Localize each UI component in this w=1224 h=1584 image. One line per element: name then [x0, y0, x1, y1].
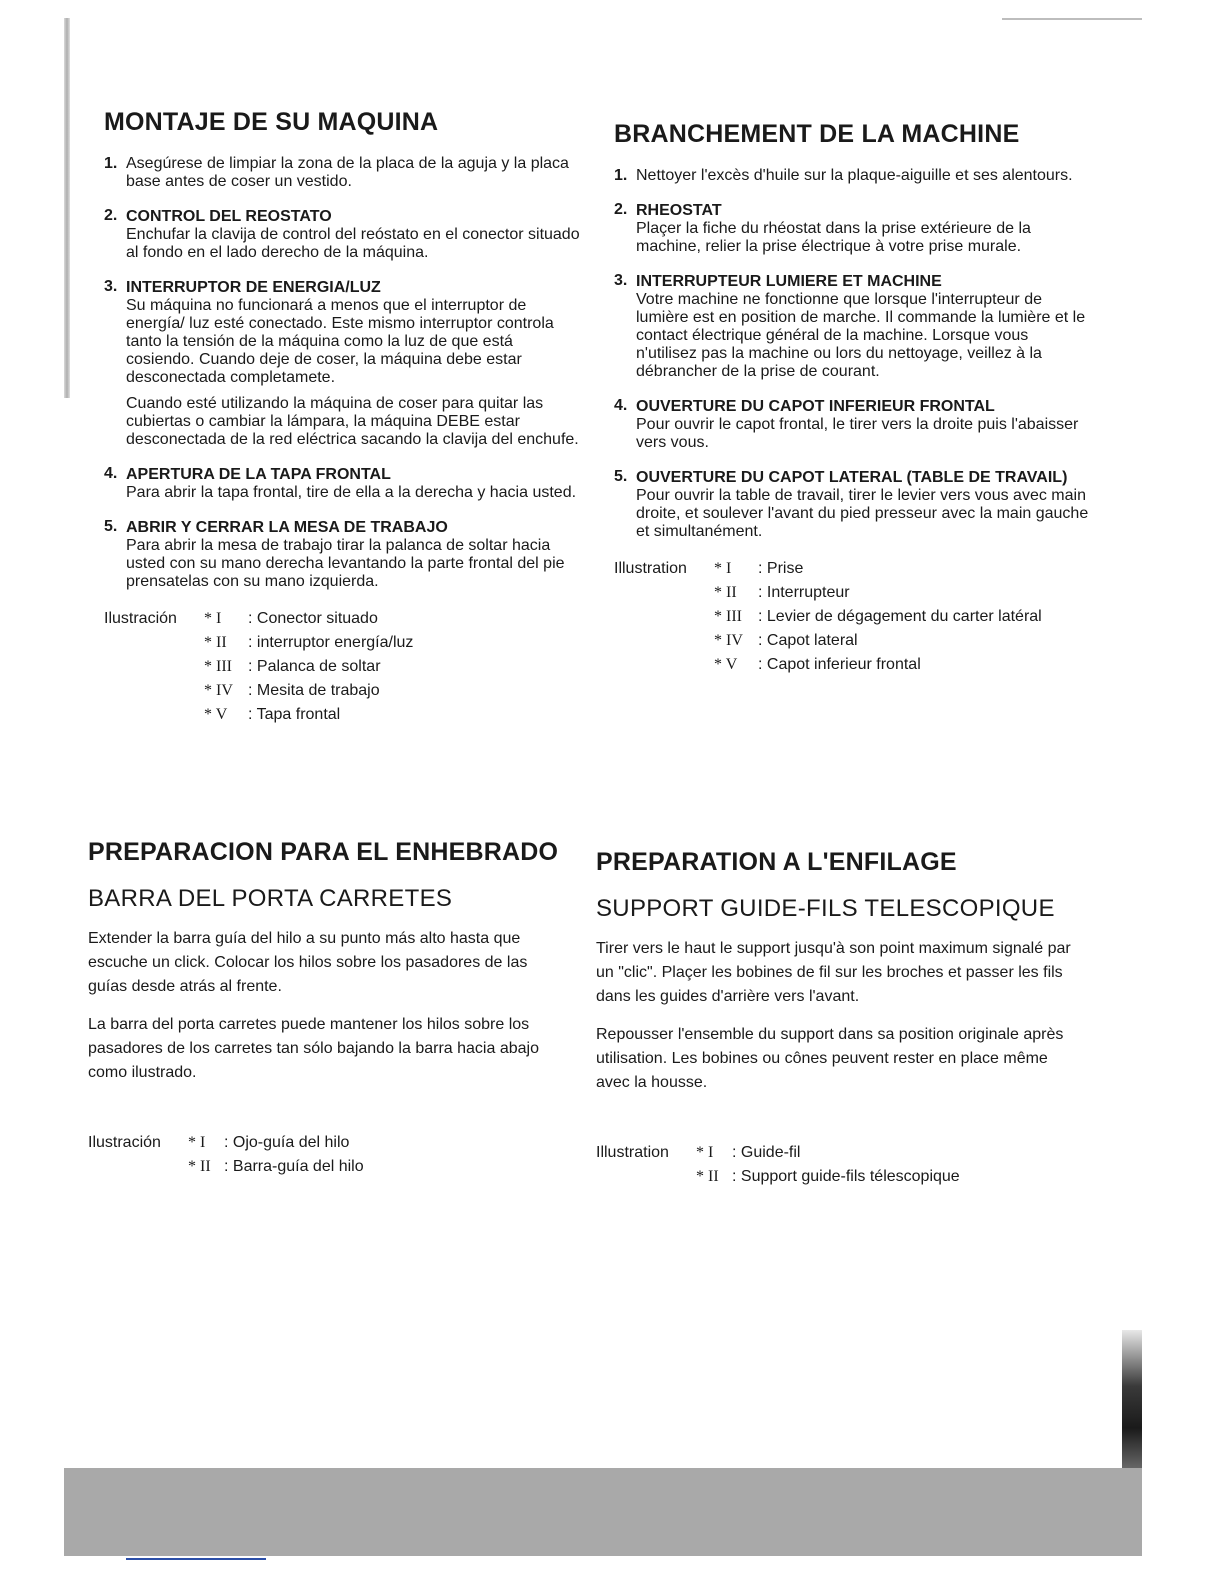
legend-entry [714, 605, 1042, 629]
item-number: 5. [104, 518, 118, 535]
item-number: 2. [104, 207, 118, 224]
item-title: INTERRUPTEUR LUMIERE ET MACHINE [636, 273, 942, 290]
legend-entry [204, 631, 413, 655]
item-title: RHEOSTAT [636, 202, 722, 219]
item-number: 4. [104, 465, 118, 482]
legend-key: * II [204, 634, 227, 651]
legend-entry [714, 557, 1042, 581]
legend-entry [714, 581, 1042, 605]
item-text: Para abrir la tapa frontal, tire de ella a la derecha y hacia usted. [126, 484, 577, 501]
item-text: Enchufar la clavija de control del reóstato en el conector situado al fondo en el lado derecho de la máquina. [126, 226, 580, 261]
legend-text: : Conector situado [248, 610, 378, 627]
legend-entry [204, 607, 413, 631]
legend-text: : Interrupteur [758, 584, 850, 601]
item-text: Para abrir la mesa de trabajo tirar la palanca de soltar hacia usted con su mano derecha levantando la parte frontal del pie prensatelas con su mano izquierda. [126, 537, 565, 590]
legend-entry [204, 679, 413, 703]
list-item [614, 468, 1092, 541]
illustration-legend [88, 1131, 564, 1179]
illustration-label: Illustration [614, 560, 687, 577]
legend-key: * IV [714, 632, 743, 649]
legend-text: : Mesita de trabajo [248, 682, 380, 699]
list-item [614, 272, 1092, 381]
section-title: BRANCHEMENT DE LA MACHINE [614, 120, 1020, 148]
section-title: PREPARACION PARA EL ENHEBRADO [88, 838, 559, 866]
section-title: MONTAJE DE SU MAQUINA [104, 108, 439, 136]
item-text-warning: Cuando esté utilizando la máquina de coser para quitar las cubiertas o cambiar la lámpara, la máquina DEBE estar desconectada de la red eléctrica sacando la clavija del enchufe. [126, 395, 579, 448]
legend-text: : Palanca de soltar [248, 658, 381, 675]
item-title: APERTURA DE LA TAPA FRONTAL [126, 466, 391, 483]
legend-text: : Support guide-fils télescopique [732, 1168, 960, 1185]
paragraph: Tirer vers le haut le support jusqu'à son point maximum signalé par un "clic". Plaçer les bobines de fil sur les broches et passer les fils dans les guides d'arrière vers l'avant. [596, 940, 1071, 1005]
item-title: INTERRUPTOR DE ENERGIA/LUZ [126, 279, 381, 296]
legend-text: : Ojo-guía del hilo [224, 1134, 350, 1151]
item-number: 3. [614, 272, 628, 289]
scan-edge-top [1002, 18, 1142, 20]
item-number: 5. [614, 468, 628, 485]
legend-entry [188, 1131, 364, 1155]
item-title: CONTROL DEL REOSTATO [126, 208, 332, 225]
section-subtitle: BARRA DEL PORTA CARRETES [88, 885, 453, 912]
item-text: Asegúrese de limpiar la zona de la placa de la aguja y la placa base antes de coser un vestido. [126, 155, 569, 190]
legend-key: * I [188, 1134, 206, 1151]
french-threading-section [596, 848, 1074, 1189]
illustration-label: Ilustración [104, 610, 177, 627]
section-subtitle: SUPPORT GUIDE-FILS TELESCOPIQUE [596, 895, 1055, 922]
list-item [104, 518, 580, 591]
paragraph: Repousser l'ensemble du support dans sa position originale après utilisation. Les bobines ou cônes peuvent rester en place même avec la housse. [596, 1026, 1064, 1091]
legend-key: * III [714, 608, 742, 625]
list-item [614, 397, 1092, 452]
legend-key: * V [714, 656, 738, 673]
legend-text: : Prise [758, 560, 804, 577]
legend-entry [696, 1165, 960, 1189]
legend-entry [714, 653, 1042, 677]
item-text: Pour ouvrir la table de travail, tirer le levier vers vous avec main droite, et soulever l'avant du pied presseur avec la main gauche et simultanément. [636, 487, 1089, 540]
legend-key: * II [188, 1158, 211, 1175]
legend-key: * III [204, 658, 232, 675]
scan-bottom-band [64, 1468, 1142, 1556]
item-title: ABRIR Y CERRAR LA MESA DE TRABAJO [126, 519, 448, 536]
list-item [614, 167, 1092, 185]
legend-key: * II [696, 1168, 719, 1185]
illustration-label: Illustration [596, 1144, 669, 1161]
legend-entry [188, 1155, 364, 1179]
item-text: Plaçer la fiche du rhéostat dans la prise extérieure de la machine, relier la prise électrique à votre prise murale. [636, 220, 1031, 255]
paragraph: Extender la barra guía del hilo a su punto más alto hasta que escuche un click. Colocar los hilos sobre los pasadores de las guías desde atrás al frente. [88, 930, 528, 995]
legend-entry [204, 655, 413, 679]
illustration-legend [104, 607, 580, 727]
legend-entry [714, 629, 1042, 653]
legend-text: : interruptor energía/luz [248, 634, 414, 651]
item-text: Su máquina no funcionará a menos que el interruptor de energía/ luz esté conectado. Este mismo interruptor controla tanto la tensión de la máquina como la luz de que está cosiendo. Cuando deje de coser, la máquina debe estar desconectada completamete. [126, 297, 554, 386]
list-item [104, 278, 580, 449]
list-item [104, 465, 580, 502]
item-number: 3. [104, 278, 118, 295]
legend-text: : Barra-guía del hilo [224, 1158, 364, 1175]
scan-bottom-line [126, 1558, 266, 1560]
illustration-label: Ilustración [88, 1134, 161, 1151]
illustration-legend [614, 557, 1092, 677]
item-number: 2. [614, 201, 628, 218]
item-title: OUVERTURE DU CAPOT INFERIEUR FRONTAL [636, 398, 995, 415]
spanish-assembly-section [104, 108, 580, 727]
legend-entry [204, 703, 413, 727]
item-text: Votre machine ne fonctionne que lorsque l'interrupteur de lumière est en position de marche. Il commande la lumière et le contact électrique général de la machine. Lorsque vous n'utilisez pas la machine ou lors du nettoyage, veillez à la débrancher de la prise de courant. [636, 291, 1086, 380]
instruction-list [104, 155, 580, 591]
legend-entry [696, 1141, 960, 1165]
illustration-legend [596, 1141, 1074, 1189]
item-number: 1. [104, 155, 118, 172]
item-number: 4. [614, 397, 628, 414]
legend-key: * V [204, 706, 228, 723]
scan-edge-right [1122, 1330, 1142, 1470]
legend-key: * II [714, 584, 737, 601]
legend-text: : Guide-fil [732, 1144, 801, 1161]
french-assembly-section [614, 120, 1092, 677]
spanish-threading-section [88, 838, 564, 1179]
item-title: OUVERTURE DU CAPOT LATERAL (TABLE DE TRAVAIL) [636, 469, 1068, 486]
item-text: Nettoyer l'excès d'huile sur la plaque-aiguille et ses alentours. [636, 167, 1073, 184]
legend-text: : Levier de dégagement du carter latéral [758, 608, 1042, 625]
paragraph: La barra del porta carretes puede mantener los hilos sobre los pasadores de los carretes tan sólo bajando la barra hacia abajo como ilustrado. [88, 1016, 539, 1081]
list-item [104, 155, 580, 191]
list-item [614, 201, 1092, 256]
instruction-list [614, 167, 1092, 541]
legend-text: : Capot lateral [758, 632, 858, 649]
legend-key: * I [204, 610, 222, 627]
legend-key: * I [714, 560, 732, 577]
list-item [104, 207, 580, 262]
legend-text: : Capot inferieur frontal [758, 656, 921, 673]
legend-text: : Tapa frontal [248, 706, 341, 723]
item-text: Pour ouvrir le capot frontal, le tirer vers la droite puis l'abaisser vers vous. [636, 416, 1079, 451]
section-title: PREPARATION A L'ENFILAGE [596, 848, 957, 876]
scan-edge-left [64, 18, 70, 398]
legend-key: * I [696, 1144, 714, 1161]
item-number: 1. [614, 167, 628, 184]
legend-key: * IV [204, 682, 233, 699]
